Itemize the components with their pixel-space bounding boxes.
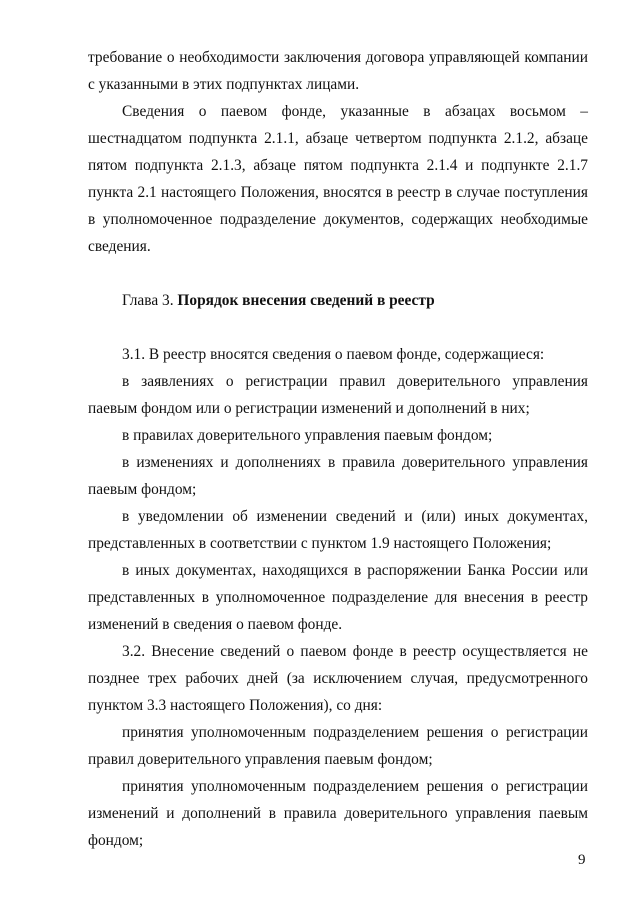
- chapter-heading: [88, 287, 588, 314]
- list-item-rules: в правилах доверительного управления паевым фондом;: [122, 427, 493, 444]
- paragraph-3-2: 3.2. Внесение сведений о паевом фонде в реестр осуществляется не позднее трех рабочих дней (за исключением случая, предусмотренного пунктом 3.3 настоящего Положения), со дня:: [88, 643, 588, 714]
- list-item-amendments: в изменениях и дополнениях в правила доверительного управления паевым фондом;: [88, 454, 588, 498]
- list-item-amendments-registration: принятия уполномоченным подразделением решения о регистрации изменений и дополнений в правила доверительного управления паевым фондом;: [88, 778, 588, 849]
- paragraph-3-1: 3.1. В реестр вносятся сведения о паевом фонде, содержащиеся:: [122, 346, 545, 363]
- page-content: [88, 44, 588, 854]
- list-item-other-documents: в иных документах, находящихся в распоряжении Банка России или представленных в уполномоченное подразделение для внесения в реестр изменений в сведения о паевом фонде.: [88, 562, 588, 633]
- chapter-prefix: Глава 3.: [122, 292, 174, 309]
- list-item-rules-registration: принятия уполномоченным подразделением решения о регистрации правил доверительного управления паевым фондом;: [88, 724, 588, 768]
- list-item-notification: в уведомлении об изменении сведений и (или) иных документах, представленных в соответствии с пунктом 1.9 настоящего Положения;: [88, 508, 588, 552]
- paragraph-fund-info: Сведения о паевом фонде, указанные в абзацах восьмом – шестнадцатом подпункта 2.1.1, абзаце четвертом подпункта 2.1.2, абзаце пятом подпункта 2.1.3, абзаце пятом подпункта 2.1.4 и подпункте 2.1.7 пункта 2.1 настоящего Положения, вносятся в реестр в случае поступления в уполномоченное подразделение документов, содержащих необходимые сведения.: [88, 103, 588, 255]
- list-item-applications: в заявлениях о регистрации правил доверительного управления паевым фондом или о регистрации изменений и дополнений в них;: [88, 373, 588, 417]
- paragraph-continuation: требование о необходимости заключения договора управляющей компании с указанными в этих подпунктах лицами.: [88, 49, 588, 93]
- page-number: 9: [578, 852, 586, 868]
- chapter-title: Порядок внесения сведений в реестр: [177, 292, 435, 309]
